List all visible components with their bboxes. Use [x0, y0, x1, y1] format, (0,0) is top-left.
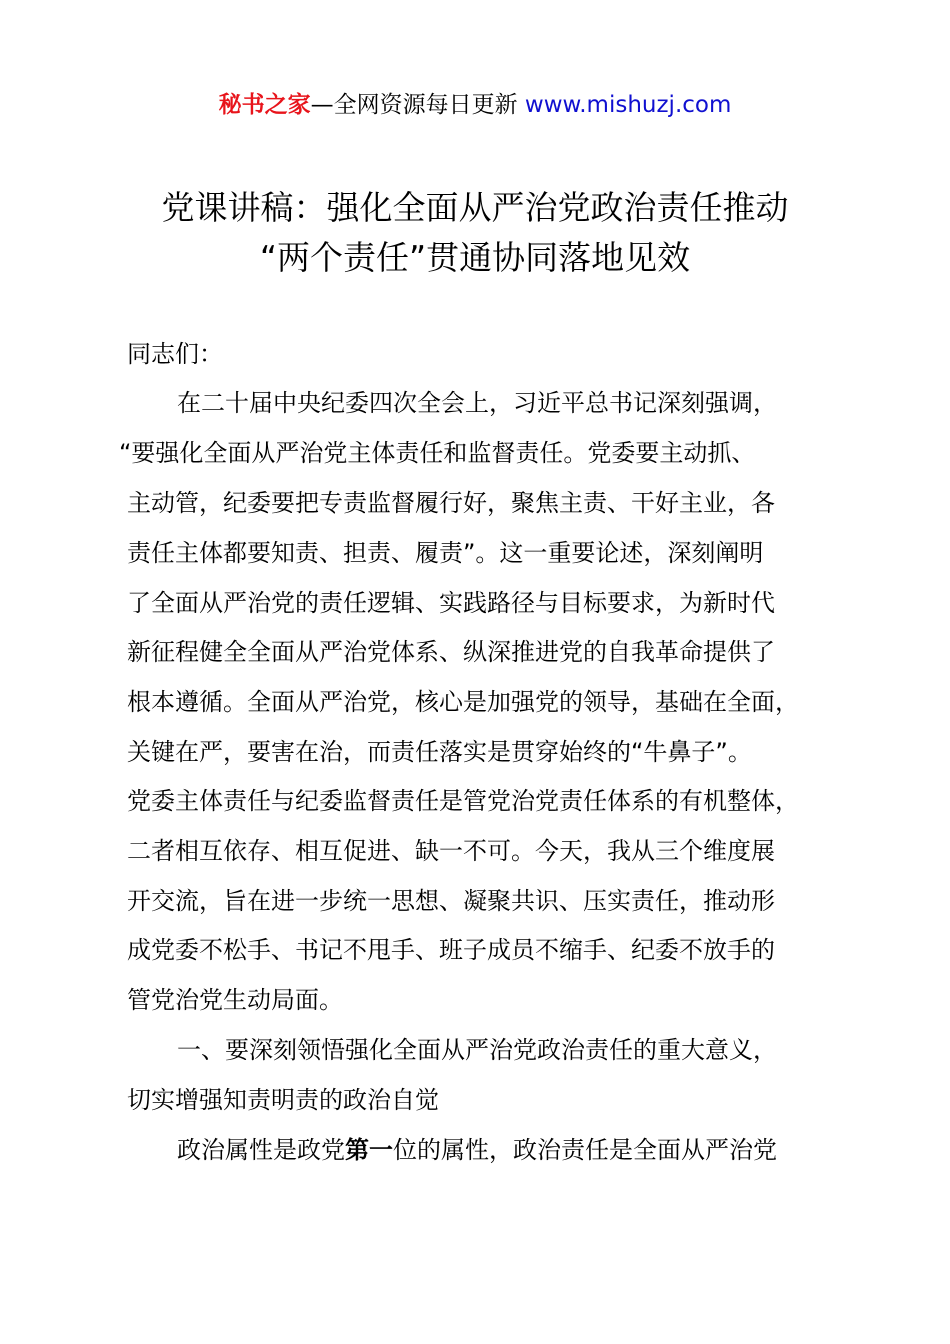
- slogan: —全网资源每日更新: [310, 92, 518, 118]
- paragraph-line: 党委主体责任与纪委监督责任是管党治党责任体系的有机整体，: [127, 787, 799, 815]
- section-heading-line-1: 一、要深刻领悟强化全面从严治党政治责任的重大意义，: [177, 1036, 777, 1064]
- site-url-link[interactable]: www.mishuzj.com: [524, 92, 732, 118]
- paragraph-line: 责任主体都要知责、担责、履责”。这一重要论述，深刻阐明: [127, 539, 764, 567]
- paragraph-line: 成党委不松手、书记不甩手、班子成员不缩手、纪委不放手的: [127, 936, 775, 964]
- bold-text: 第一: [345, 1136, 393, 1164]
- paragraph-line: [127, 1134, 777, 1166]
- brand-name: 秘书之家: [218, 92, 311, 118]
- text-segment: 位的属性，政治责任是全面从严治党: [393, 1136, 777, 1164]
- site-header: [0, 88, 950, 122]
- paragraph-line: 在二十届中央纪委四次全会上，习近平总书记深刻强调，: [177, 389, 777, 417]
- paragraph-line: “要强化全面从严治党主体责任和监督责任。党委要主动抓、: [119, 439, 756, 467]
- paragraph-line: 开交流，旨在进一步统一思想、凝聚共识、压实责任，推动形: [127, 887, 775, 915]
- paragraph-line: 新征程健全全面从严治党体系、纵深推进党的自我革命提供了: [127, 638, 775, 666]
- text-segment: 政治属性是政党: [177, 1136, 345, 1164]
- paragraph-line: 二者相互依存、相互促进、缺一不可。今天，我从三个维度展: [127, 837, 775, 865]
- paragraph-line: 关键在严，要害在治，而责任落实是贯穿始终的“牛鼻子”。: [127, 738, 752, 766]
- title-line-2: “两个责任”贯通协同落地见效: [259, 238, 691, 277]
- document-title: [0, 183, 950, 283]
- paragraph-line: 管党治党生动局面。: [127, 986, 343, 1014]
- salutation: 同志们：: [127, 340, 223, 368]
- paragraph-line: 主动管，纪委要把专责监督履行好，聚焦主责、干好主业，各: [127, 489, 775, 517]
- section-heading-line-2: 切实增强知责明责的政治自觉: [127, 1086, 439, 1114]
- paragraph-line: 根本遵循。全面从严治党，核心是加强党的领导，基础在全面，: [127, 688, 799, 716]
- title-line-1: 党课讲稿：强化全面从严治党政治责任推动: [161, 188, 789, 227]
- paragraph-line: 了全面从严治党的责任逻辑、实践路径与目标要求，为新时代: [127, 589, 775, 617]
